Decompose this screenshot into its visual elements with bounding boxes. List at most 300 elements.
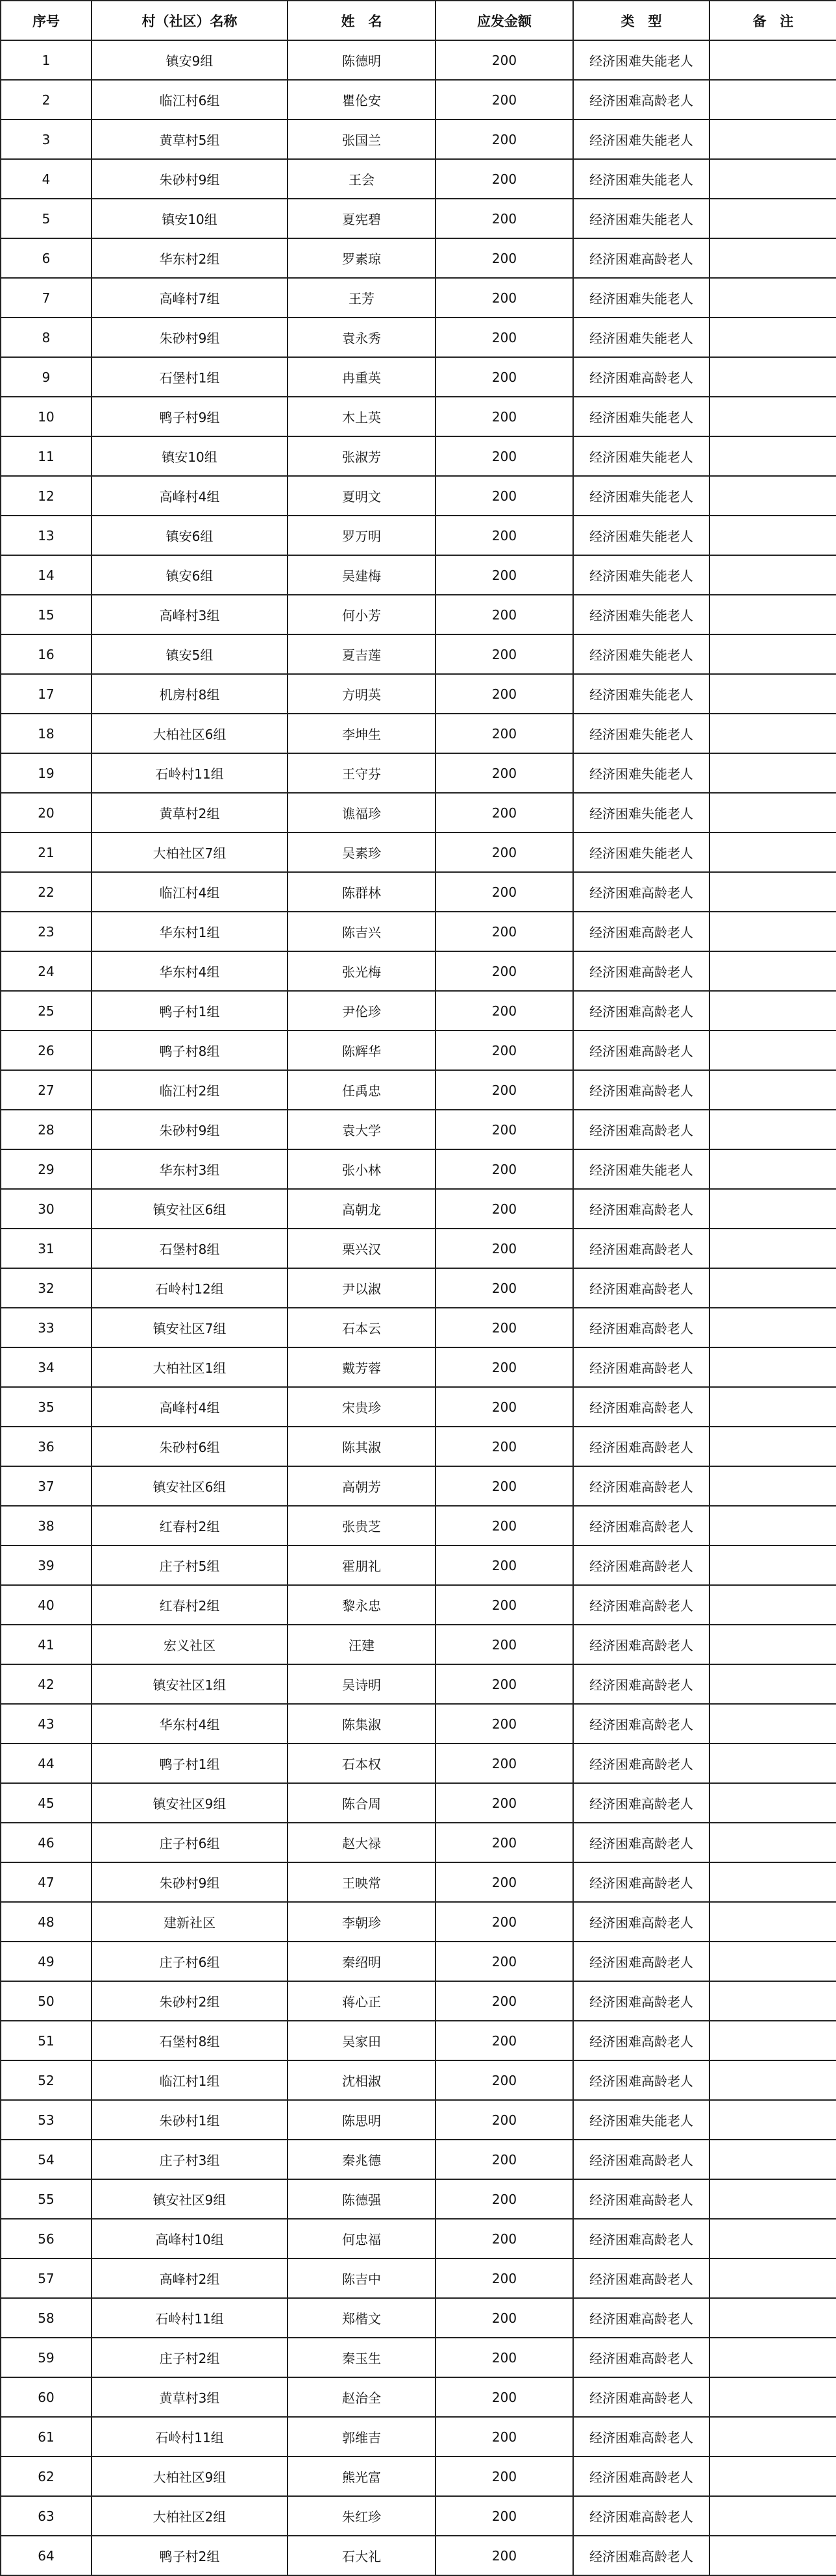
- cell-name: 赵治全: [288, 2377, 436, 2417]
- cell-type: 经济困难失能老人: [573, 634, 709, 674]
- cell-index: 63: [1, 2496, 92, 2536]
- cell-amount: 200: [436, 2496, 573, 2536]
- cell-village: 镇安社区9组: [92, 2179, 288, 2219]
- table-row: [1, 1783, 836, 1823]
- cell-type: 经济困难高龄老人: [573, 1189, 709, 1229]
- cell-name: 陈吉兴: [288, 912, 436, 951]
- cell-village: 高峰村7组: [92, 278, 288, 318]
- cell-remarks: [709, 2258, 836, 2298]
- cell-village: 朱砂村1组: [92, 2100, 288, 2140]
- table-row: [1, 2457, 836, 2496]
- cell-amount: 200: [436, 912, 573, 951]
- cell-type: 经济困难失能老人: [573, 674, 709, 714]
- cell-type: 经济困难高龄老人: [573, 2377, 709, 2417]
- cell-amount: 200: [436, 1031, 573, 1070]
- cell-type: 经济困难失能老人: [573, 753, 709, 793]
- cell-remarks: [709, 2100, 836, 2140]
- cell-amount: 200: [436, 2140, 573, 2179]
- cell-amount: 200: [436, 872, 573, 912]
- table-row: [1, 1268, 836, 1308]
- cell-amount: 200: [436, 1823, 573, 1862]
- cell-type: 经济困难高龄老人: [573, 1744, 709, 1783]
- cell-village: 镇安社区6组: [92, 1189, 288, 1229]
- cell-remarks: [709, 1466, 836, 1506]
- cell-village: 高峰村2组: [92, 2258, 288, 2298]
- cell-remarks: [709, 2536, 836, 2575]
- cell-amount: 200: [436, 2258, 573, 2298]
- cell-index: 17: [1, 674, 92, 714]
- cell-village: 华东村1组: [92, 912, 288, 951]
- cell-name: 罗万明: [288, 516, 436, 555]
- cell-name: 郑楷文: [288, 2298, 436, 2338]
- cell-name: 袁永秀: [288, 318, 436, 357]
- cell-village: 红春村2组: [92, 1506, 288, 1545]
- cell-name: 何忠福: [288, 2219, 436, 2258]
- cell-index: 13: [1, 516, 92, 555]
- cell-village: 石岭村12组: [92, 1268, 288, 1308]
- cell-remarks: [709, 516, 836, 555]
- cell-amount: 200: [436, 1268, 573, 1308]
- header-name: 姓 名: [288, 1, 436, 40]
- cell-village: 镇安社区7组: [92, 1308, 288, 1347]
- cell-type: 经济困难高龄老人: [573, 238, 709, 278]
- cell-remarks: [709, 1427, 836, 1466]
- cell-name: 吴素珍: [288, 832, 436, 872]
- cell-amount: 200: [436, 1981, 573, 2021]
- table-row: [1, 714, 836, 753]
- cell-name: 沈相淑: [288, 2060, 436, 2100]
- cell-village: 镇安6组: [92, 555, 288, 595]
- cell-index: 58: [1, 2298, 92, 2338]
- cell-village: 鸭子村9组: [92, 397, 288, 436]
- cell-index: 8: [1, 318, 92, 357]
- cell-name: 蒋心正: [288, 1981, 436, 2021]
- cell-name: 瞿伦安: [288, 80, 436, 119]
- table-row: [1, 1110, 836, 1149]
- cell-name: 张小林: [288, 1149, 436, 1189]
- cell-amount: 200: [436, 2457, 573, 2496]
- cell-remarks: [709, 714, 836, 753]
- cell-amount: 200: [436, 1625, 573, 1664]
- cell-name: 任禹忠: [288, 1070, 436, 1110]
- table-row: [1, 1070, 836, 1110]
- table-row: [1, 595, 836, 634]
- cell-name: 冉重英: [288, 357, 436, 397]
- cell-village: 大柏社区6组: [92, 714, 288, 753]
- cell-name: 方明英: [288, 674, 436, 714]
- cell-remarks: [709, 2021, 836, 2060]
- cell-name: 王芳: [288, 278, 436, 318]
- cell-index: 12: [1, 476, 92, 516]
- cell-remarks: [709, 2496, 836, 2536]
- cell-name: 石大礼: [288, 2536, 436, 2575]
- cell-village: 镇安9组: [92, 40, 288, 80]
- cell-village: 机房村8组: [92, 674, 288, 714]
- cell-type: 经济困难高龄老人: [573, 2258, 709, 2298]
- cell-village: 大柏社区7组: [92, 832, 288, 872]
- cell-amount: 200: [436, 1387, 573, 1427]
- table-row: [1, 1744, 836, 1783]
- cell-amount: 200: [436, 1427, 573, 1466]
- cell-remarks: [709, 238, 836, 278]
- cell-remarks: [709, 278, 836, 318]
- cell-index: 20: [1, 793, 92, 832]
- cell-type: 经济困难高龄老人: [573, 80, 709, 119]
- cell-type: 经济困难高龄老人: [573, 1902, 709, 1942]
- cell-type: 经济困难高龄老人: [573, 1545, 709, 1585]
- header-index: 序号: [1, 1, 92, 40]
- cell-village: 大柏社区2组: [92, 2496, 288, 2536]
- table-row: [1, 397, 836, 436]
- cell-remarks: [709, 1308, 836, 1347]
- cell-village: 华东村2组: [92, 238, 288, 278]
- cell-index: 46: [1, 1823, 92, 1862]
- cell-name: 石本云: [288, 1308, 436, 1347]
- cell-type: 经济困难失能老人: [573, 555, 709, 595]
- cell-remarks: [709, 912, 836, 951]
- cell-village: 朱砂村6组: [92, 1427, 288, 1466]
- table-row: [1, 2536, 836, 2575]
- table-row: [1, 2140, 836, 2179]
- table-row: [1, 159, 836, 199]
- table-row: [1, 2338, 836, 2377]
- cell-index: 19: [1, 753, 92, 793]
- cell-remarks: [709, 1110, 836, 1149]
- cell-index: 4: [1, 159, 92, 199]
- cell-remarks: [709, 1506, 836, 1545]
- cell-name: 吴建梅: [288, 555, 436, 595]
- cell-village: 庄子村6组: [92, 1942, 288, 1981]
- cell-remarks: [709, 397, 836, 436]
- cell-index: 6: [1, 238, 92, 278]
- cell-name: 李坤生: [288, 714, 436, 753]
- cell-type: 经济困难高龄老人: [573, 1942, 709, 1981]
- cell-type: 经济困难高龄老人: [573, 2179, 709, 2219]
- header-remarks: 备 注: [709, 1, 836, 40]
- cell-village: 高峰村4组: [92, 476, 288, 516]
- table-row: [1, 1149, 836, 1189]
- cell-amount: 200: [436, 991, 573, 1031]
- cell-amount: 200: [436, 793, 573, 832]
- table-row: [1, 753, 836, 793]
- cell-village: 大柏社区9组: [92, 2457, 288, 2496]
- cell-village: 石堡村8组: [92, 2021, 288, 2060]
- cell-amount: 200: [436, 1545, 573, 1585]
- cell-village: 石岭村11组: [92, 2417, 288, 2457]
- cell-index: 56: [1, 2219, 92, 2258]
- cell-name: 黎永忠: [288, 1585, 436, 1625]
- cell-remarks: [709, 159, 836, 199]
- table-row: [1, 1545, 836, 1585]
- header-amount: 应发金额: [436, 1, 573, 40]
- cell-type: 经济困难高龄老人: [573, 1387, 709, 1427]
- cell-name: 袁大学: [288, 1110, 436, 1149]
- cell-type: 经济困难高龄老人: [573, 1625, 709, 1664]
- cell-village: 华东村4组: [92, 951, 288, 991]
- cell-remarks: [709, 595, 836, 634]
- cell-village: 高峰村4组: [92, 1387, 288, 1427]
- cell-amount: 200: [436, 753, 573, 793]
- cell-index: 26: [1, 1031, 92, 1070]
- cell-index: 36: [1, 1427, 92, 1466]
- cell-remarks: [709, 1704, 836, 1744]
- cell-amount: 200: [436, 397, 573, 436]
- cell-village: 镇安5组: [92, 634, 288, 674]
- cell-type: 经济困难高龄老人: [573, 2021, 709, 2060]
- table-row: [1, 357, 836, 397]
- table-row: [1, 436, 836, 476]
- cell-name: 陈吉中: [288, 2258, 436, 2298]
- cell-village: 朱砂村9组: [92, 1862, 288, 1902]
- table-row: [1, 2496, 836, 2536]
- cell-type: 经济困难失能老人: [573, 40, 709, 80]
- cell-name: 戴芳蓉: [288, 1347, 436, 1387]
- cell-name: 郭维吉: [288, 2417, 436, 2457]
- cell-index: 62: [1, 2457, 92, 2496]
- table-row: [1, 2021, 836, 2060]
- cell-index: 16: [1, 634, 92, 674]
- cell-name: 秦兆德: [288, 2140, 436, 2179]
- cell-type: 经济困难失能老人: [573, 436, 709, 476]
- cell-index: 29: [1, 1149, 92, 1189]
- cell-type: 经济困难高龄老人: [573, 1268, 709, 1308]
- cell-remarks: [709, 793, 836, 832]
- cell-remarks: [709, 1942, 836, 1981]
- cell-name: 陈集淑: [288, 1704, 436, 1744]
- table-row: [1, 2417, 836, 2457]
- cell-amount: 200: [436, 318, 573, 357]
- cell-village: 镇安10组: [92, 436, 288, 476]
- cell-remarks: [709, 40, 836, 80]
- cell-remarks: [709, 2060, 836, 2100]
- cell-remarks: [709, 1744, 836, 1783]
- table-row: [1, 278, 836, 318]
- cell-index: 7: [1, 278, 92, 318]
- cell-amount: 200: [436, 1110, 573, 1149]
- cell-index: 39: [1, 1545, 92, 1585]
- cell-village: 石堡村1组: [92, 357, 288, 397]
- cell-type: 经济困难高龄老人: [573, 1070, 709, 1110]
- cell-village: 镇安社区1组: [92, 1664, 288, 1704]
- cell-remarks: [709, 1664, 836, 1704]
- cell-name: 尹以淑: [288, 1268, 436, 1308]
- table-row: [1, 1308, 836, 1347]
- cell-name: 夏吉莲: [288, 634, 436, 674]
- cell-index: 32: [1, 1268, 92, 1308]
- cell-name: 李朝珍: [288, 1902, 436, 1942]
- cell-remarks: [709, 2298, 836, 2338]
- cell-remarks: [709, 1189, 836, 1229]
- cell-type: 经济困难高龄老人: [573, 1427, 709, 1466]
- table-row: [1, 516, 836, 555]
- cell-remarks: [709, 753, 836, 793]
- cell-type: 经济困难高龄老人: [573, 1664, 709, 1704]
- cell-name: 赵大禄: [288, 1823, 436, 1862]
- cell-village: 朱砂村2组: [92, 1981, 288, 2021]
- cell-village: 华东村3组: [92, 1149, 288, 1189]
- cell-amount: 200: [436, 40, 573, 80]
- cell-amount: 200: [436, 2100, 573, 2140]
- cell-amount: 200: [436, 1308, 573, 1347]
- table-row: [1, 2100, 836, 2140]
- cell-name: 木上英: [288, 397, 436, 436]
- cell-amount: 200: [436, 2179, 573, 2219]
- cell-amount: 200: [436, 714, 573, 753]
- cell-amount: 200: [436, 1189, 573, 1229]
- cell-remarks: [709, 634, 836, 674]
- cell-village: 镇安6组: [92, 516, 288, 555]
- cell-index: 55: [1, 2179, 92, 2219]
- cell-remarks: [709, 1229, 836, 1268]
- cell-name: 张贵芝: [288, 1506, 436, 1545]
- cell-amount: 200: [436, 2377, 573, 2417]
- cell-name: 朱红珍: [288, 2496, 436, 2536]
- cell-type: 经济困难失能老人: [573, 1149, 709, 1189]
- table-row: [1, 2377, 836, 2417]
- cell-name: 陈德明: [288, 40, 436, 80]
- cell-name: 秦绍明: [288, 1942, 436, 1981]
- cell-name: 王会: [288, 159, 436, 199]
- cell-type: 经济困难失能老人: [573, 476, 709, 516]
- cell-index: 59: [1, 2338, 92, 2377]
- table-row: [1, 793, 836, 832]
- cell-remarks: [709, 1070, 836, 1110]
- cell-amount: 200: [436, 1942, 573, 1981]
- cell-amount: 200: [436, 357, 573, 397]
- cell-amount: 200: [436, 634, 573, 674]
- cell-amount: 200: [436, 1229, 573, 1268]
- cell-index: 61: [1, 2417, 92, 2457]
- cell-remarks: [709, 674, 836, 714]
- cell-index: 2: [1, 80, 92, 119]
- cell-name: 张光梅: [288, 951, 436, 991]
- cell-type: 经济困难高龄老人: [573, 1466, 709, 1506]
- cell-village: 临江村2组: [92, 1070, 288, 1110]
- cell-index: 49: [1, 1942, 92, 1981]
- cell-village: 黄草村5组: [92, 119, 288, 159]
- cell-name: 汪建: [288, 1625, 436, 1664]
- cell-village: 镇安社区9组: [92, 1783, 288, 1823]
- cell-village: 高峰村10组: [92, 2219, 288, 2258]
- cell-amount: 200: [436, 951, 573, 991]
- cell-amount: 200: [436, 2021, 573, 2060]
- cell-amount: 200: [436, 1506, 573, 1545]
- cell-village: 庄子村5组: [92, 1545, 288, 1585]
- cell-village: 红春村2组: [92, 1585, 288, 1625]
- cell-name: 陈合周: [288, 1783, 436, 1823]
- cell-type: 经济困难高龄老人: [573, 1585, 709, 1625]
- cell-village: 临江村6组: [92, 80, 288, 119]
- cell-type: 经济困难高龄老人: [573, 1308, 709, 1347]
- cell-name: 张国兰: [288, 119, 436, 159]
- cell-index: 33: [1, 1308, 92, 1347]
- cell-village: 镇安社区6组: [92, 1466, 288, 1506]
- cell-index: 31: [1, 1229, 92, 1268]
- cell-village: 庄子村6组: [92, 1823, 288, 1862]
- table-row: [1, 238, 836, 278]
- table-row: [1, 991, 836, 1031]
- cell-index: 10: [1, 397, 92, 436]
- cell-amount: 200: [436, 1070, 573, 1110]
- cell-type: 经济困难高龄老人: [573, 1704, 709, 1744]
- table-row: [1, 1704, 836, 1744]
- cell-name: 熊光富: [288, 2457, 436, 2496]
- cell-type: 经济困难高龄老人: [573, 1862, 709, 1902]
- cell-name: 霍朋礼: [288, 1545, 436, 1585]
- table-row: [1, 318, 836, 357]
- cell-name: 王守芬: [288, 753, 436, 793]
- header-village: 村（社区）名称: [92, 1, 288, 40]
- cell-type: 经济困难高龄老人: [573, 1031, 709, 1070]
- table-row: [1, 1625, 836, 1664]
- cell-index: 44: [1, 1744, 92, 1783]
- cell-type: 经济困难高龄老人: [573, 991, 709, 1031]
- cell-remarks: [709, 555, 836, 595]
- cell-amount: 200: [436, 1466, 573, 1506]
- cell-remarks: [709, 1823, 836, 1862]
- cell-index: 52: [1, 2060, 92, 2100]
- cell-index: 21: [1, 832, 92, 872]
- cell-index: 35: [1, 1387, 92, 1427]
- cell-index: 51: [1, 2021, 92, 2060]
- cell-name: 吴家田: [288, 2021, 436, 2060]
- cell-village: 宏义社区: [92, 1625, 288, 1664]
- cell-remarks: [709, 2377, 836, 2417]
- table-row: [1, 1031, 836, 1070]
- table-row: [1, 1387, 836, 1427]
- cell-type: 经济困难失能老人: [573, 516, 709, 555]
- cell-name: 夏宪碧: [288, 199, 436, 238]
- cell-village: 建新社区: [92, 1902, 288, 1942]
- cell-remarks: [709, 2219, 836, 2258]
- header-type: 类 型: [573, 1, 709, 40]
- cell-name: 宋贵珍: [288, 1387, 436, 1427]
- cell-amount: 200: [436, 1783, 573, 1823]
- cell-amount: 200: [436, 2219, 573, 2258]
- cell-village: 石岭村11组: [92, 753, 288, 793]
- cell-name: 谯福珍: [288, 793, 436, 832]
- cell-index: 40: [1, 1585, 92, 1625]
- table-row: [1, 476, 836, 516]
- cell-remarks: [709, 2457, 836, 2496]
- cell-remarks: [709, 2417, 836, 2457]
- cell-index: 3: [1, 119, 92, 159]
- table-row: [1, 199, 836, 238]
- cell-remarks: [709, 199, 836, 238]
- table-row: [1, 2298, 836, 2338]
- cell-index: 43: [1, 1704, 92, 1744]
- cell-type: 经济困难失能老人: [573, 278, 709, 318]
- cell-amount: 200: [436, 832, 573, 872]
- table-body: [1, 40, 836, 2575]
- cell-amount: 200: [436, 278, 573, 318]
- table-row: [1, 2219, 836, 2258]
- cell-name: 何小芳: [288, 595, 436, 634]
- cell-remarks: [709, 1625, 836, 1664]
- cell-type: 经济困难高龄老人: [573, 1823, 709, 1862]
- cell-type: 经济困难高龄老人: [573, 2298, 709, 2338]
- cell-index: 14: [1, 555, 92, 595]
- cell-remarks: [709, 2140, 836, 2179]
- cell-index: 23: [1, 912, 92, 951]
- table-header-row: [1, 1, 836, 40]
- cell-village: 朱砂村9组: [92, 1110, 288, 1149]
- cell-type: 经济困难高龄老人: [573, 2060, 709, 2100]
- table-row: [1, 1506, 836, 1545]
- cell-amount: 200: [436, 159, 573, 199]
- cell-remarks: [709, 951, 836, 991]
- cell-amount: 200: [436, 1704, 573, 1744]
